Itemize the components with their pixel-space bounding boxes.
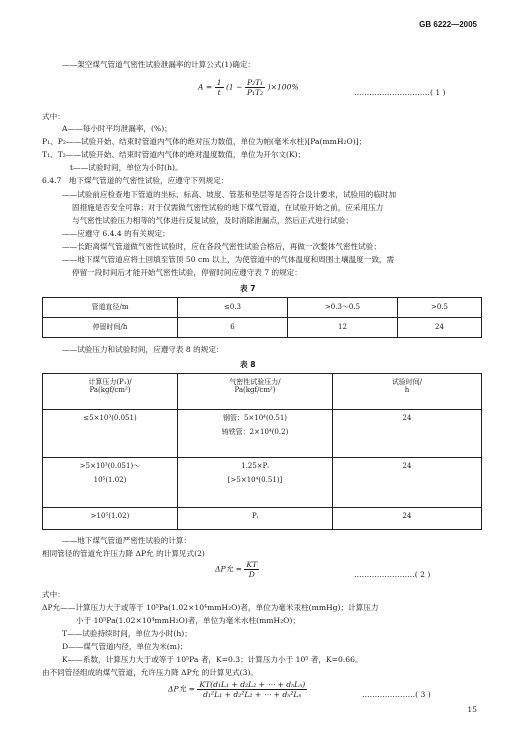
- table8: [42, 373, 482, 530]
- formula1-lhs: A =: [198, 82, 213, 92]
- formula1-intro: ——架空煤气管道气密性试验泄漏率的计算公式(1)确定：: [62, 60, 256, 69]
- table7-cell: 管道直径/m: [43, 298, 178, 318]
- table8-header-cell: 气密性试验压力/ Pa(kgf/cm²): [178, 374, 333, 410]
- def-P: P₁、P₂——试验开始、结束时管道内气体的绝对压力数值，单位为帕(毫米水柱)[Pa(mmH₂O)]；: [42, 137, 367, 146]
- table8-intro: ——试验压力和试验时间，应遵守表 8 的规定：: [62, 345, 224, 354]
- formula1: [198, 78, 299, 97]
- formula2-intro: 相同管径的管道允许压力降 ΔP允 的计算见式(2): [42, 549, 205, 558]
- formula3-number: …………………( 3 ): [362, 690, 431, 699]
- table8-cell: 钢管：5×10⁴(0.51) 铸铁管：2×10⁴(0.2): [178, 410, 333, 458]
- table8-cell: >5×10³(0.051)～ 10⁵(1.02): [43, 458, 178, 508]
- formula2-number: ……………………( 2 ): [354, 570, 431, 579]
- table7-cell: 6: [178, 318, 288, 338]
- def-K: K——系数，计算压力大于或等于 10⁵Pa 者，K=0.3；计算压力小于 10⁵ 者，K=0.66。: [62, 655, 363, 664]
- def-T: T₁、T₂——试验开始、结束时管道内气体的绝对温度数值，单位为开尔文(K)；: [42, 150, 306, 159]
- formula2: [215, 560, 259, 579]
- where-label-2: 式中：: [42, 590, 65, 599]
- formula3: [168, 680, 307, 699]
- formula1-paren-left: (1 −: [225, 82, 243, 92]
- table8-cell: ≤5×10³(0.051): [43, 410, 178, 458]
- table8-cell: 24: [333, 458, 482, 508]
- formula2-lhs: ΔP允 =: [215, 564, 242, 574]
- formula1-frac: $\frac{1}{t}$: [216, 78, 222, 98]
- table8-cell: 24: [333, 410, 482, 458]
- table8-cell: 24: [333, 508, 482, 530]
- section-6-4-7-heading: 6.4.7 地下煤气管道的气密性试验，应遵守下列规定：: [42, 176, 229, 185]
- section-line: ——应遵守 6.4.4 的有关规定；: [62, 229, 170, 238]
- section-line: 停留一段时间后才能开始气密性试验，停留时间应遵守表 7 的规定：: [72, 268, 302, 277]
- formula3-frac: $\frac{\text{KT(d₁L₁ + d₂L₂ + ⋯ + dₙLₙ)}}{\text{d₁²L₁ + d₂²L₂ + ⋯ + dₙ²Lₙ}}$: [199, 680, 306, 700]
- section-line: ——试验前应检查地下管道的坐标、标高、坡度、管基和垫层等是否符合设计要求，试验用的临时加: [62, 190, 397, 199]
- def-t: t——试验时间，单位为小时(h)。: [70, 163, 183, 172]
- def-dP: ΔP允——计算压力大于或等于 10⁵Pa(1.02×10⁴mmH₂O)者，单位为毫米汞柱(mmHg)；计算压力: [42, 603, 379, 612]
- page-number: 15: [467, 705, 477, 714]
- table8-cell: 1.25×Pᵢ [>5×10⁴(0.51)]: [178, 458, 333, 508]
- formula1-paren-right: )×100%: [267, 82, 299, 92]
- formula1-number: …………………………( 1 ): [354, 88, 446, 97]
- formula3-lhs: ΔP允 =: [168, 684, 195, 694]
- def-D: D——煤气管道内径，单位为米(m)；: [62, 642, 188, 651]
- table8-header-cell: 计算压力(P₁)/ Pa(kgf/cm²): [43, 374, 178, 410]
- table7-title: 表 7: [240, 284, 256, 293]
- def-T2: T——试验持续时间，单位为小时(h)；: [62, 629, 192, 638]
- table7-cell: >0.5: [398, 298, 482, 318]
- formula1-inner-frac: $\frac{\text{P₂T₁}}{\text{P₁T₂}}$: [246, 78, 264, 98]
- table8-cell: Pᵢ: [178, 508, 333, 530]
- table7-cell: 停留时间/h: [43, 318, 178, 338]
- section-line: ——地下煤气管道应将土回填至管顶 50 cm 以上，为使管道中的气体温度和周围土壤温度一致，需: [62, 255, 395, 264]
- formula2-frac: $\frac{KT}{D}$: [246, 560, 258, 580]
- table7-cell: 24: [398, 318, 482, 338]
- table8-title: 表 8: [240, 360, 256, 369]
- tightness-test-line: ——地下煤气管道严密性试验的计算：: [62, 536, 192, 545]
- table7-cell: 12: [288, 318, 398, 338]
- section-line: 与气密性试验压力相等的气体进行反复试验，及时消除泄漏点，然后正式进行试验；: [72, 216, 353, 225]
- standard-number: GB 6222—2005: [419, 20, 477, 29]
- def-dP-cont: 小于 10⁵Pa(1.02×10⁴mmH₂O)者，单位为毫米水柱(mmH₂O)；: [76, 616, 300, 625]
- formula3-intro: 由不同管径组成的煤气管道，允许压力降 ΔP允 的计算见式(3)。: [42, 668, 259, 677]
- table8-cell: >10⁵(1.02): [43, 508, 178, 530]
- table7: [42, 297, 482, 338]
- where-label-1: 式中：: [42, 112, 65, 121]
- table8-header-cell: 试验时间/ h: [333, 374, 482, 410]
- table7-cell: ≤0.3: [178, 298, 288, 318]
- section-line: ——长距离煤气管道做气密性试验时，应在各段气密性试验合格后，再做一次整体气密性试验；: [62, 242, 381, 251]
- section-line: 固措施是否安全可靠；对于仅需做气密性试验的地下煤气管道，在试验开始之前，应采用压力: [72, 203, 384, 212]
- def-A: A——每小时平均泄漏率，(%)；: [62, 124, 172, 133]
- table7-cell: >0.3～0.5: [288, 298, 398, 318]
